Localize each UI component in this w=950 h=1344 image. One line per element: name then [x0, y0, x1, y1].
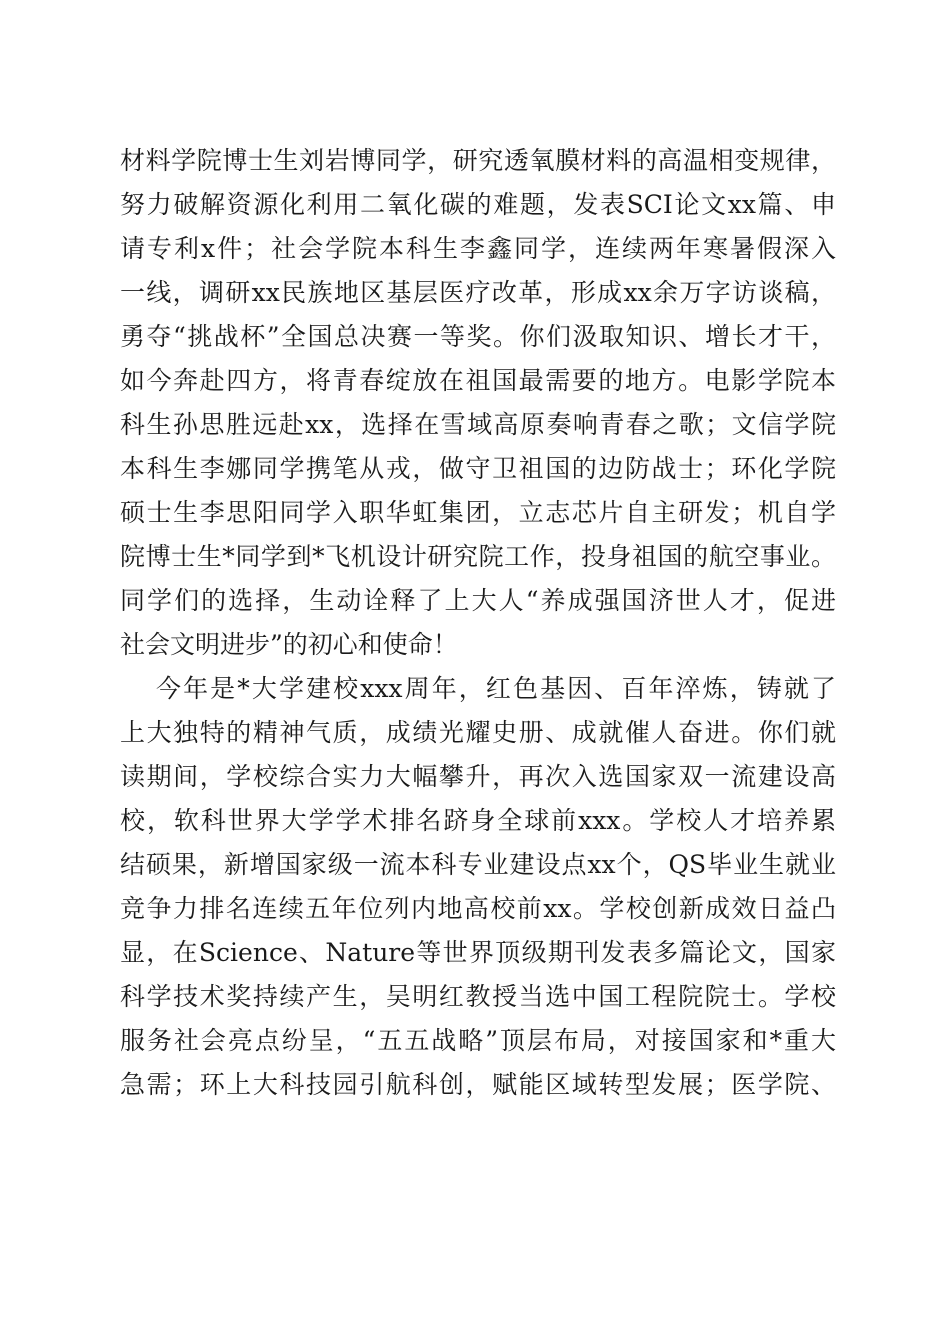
text-line: 硕士生李思阳同学入职华虹集团，立志芯片自主研发；机自学 — [120, 498, 836, 527]
text-line: 本科生李娜同学携笔从戎，做守卫祖国的边防战士；环化学院 — [120, 454, 836, 483]
text-line: 服务社会亮点纷呈，“五五战略”顶层布局，对接国家和*重大 — [120, 1026, 836, 1055]
text-line: 急需；环上大科技园引航科创，赋能区域转型发展；医学院、 — [120, 1070, 836, 1099]
text-line: 竞争力排名连续五年位列内地高校前xx。学校创新成效日益凸 — [120, 894, 836, 923]
text-line: 读期间，学校综合实力大幅攀升，再次入选国家双一流建设高 — [120, 762, 836, 791]
document-body — [120, 139, 836, 1107]
text-line: 科生孙思胜远赴xx，选择在雪域高原奏响青春之歌；文信学院 — [120, 410, 836, 439]
text-line: 院博士生*同学到*飞机设计研究院工作，投身祖国的航空事业。 — [120, 542, 836, 571]
text-line: 努力破解资源化利用二氧化碳的难题，发表SCI论文xx篇、申 — [120, 190, 836, 219]
text-line: 如今奔赴四方，将青春绽放在祖国最需要的地方。电影学院本 — [120, 366, 836, 395]
paragraph-2 — [120, 667, 836, 1107]
text-line: 一线，调研xx民族地区基层医疗改革，形成xx余万字访谈稿， — [120, 278, 836, 307]
text-line: 校，软科世界大学学术排名跻身全球前xxx。学校人才培养累 — [120, 806, 836, 835]
text-line: 结硕果，新增国家级一流本科专业建设点xx个，QS毕业生就业 — [120, 850, 836, 879]
text-line: 上大独特的精神气质，成绩光耀史册、成就催人奋进。你们就 — [120, 718, 836, 747]
paragraph-1 — [120, 139, 836, 667]
text-line: 请专利x件；社会学院本科生李鑫同学，连续两年寒暑假深入 — [120, 234, 836, 263]
text-line: 同学们的选择，生动诠释了上大人“养成强国济世人才，促进 — [120, 586, 836, 615]
text-line: 显，在Science、Nature等世界顶级期刊发表多篇论文，国家 — [120, 938, 836, 967]
text-line: 社会文明进步”的初心和使命！ — [120, 630, 458, 659]
text-line: 科学技术奖持续产生，吴明红教授当选中国工程院院士。学校 — [120, 982, 836, 1011]
text-line: 今年是*大学建校xxx周年，红色基因、百年淬炼，铸就了 — [156, 674, 836, 703]
text-line: 材料学院博士生刘岩博同学，研究透氧膜材料的高温相变规律， — [120, 146, 836, 175]
text-line: 勇夺“挑战杯”全国总决赛一等奖。你们汲取知识、增长才干， — [120, 322, 836, 351]
